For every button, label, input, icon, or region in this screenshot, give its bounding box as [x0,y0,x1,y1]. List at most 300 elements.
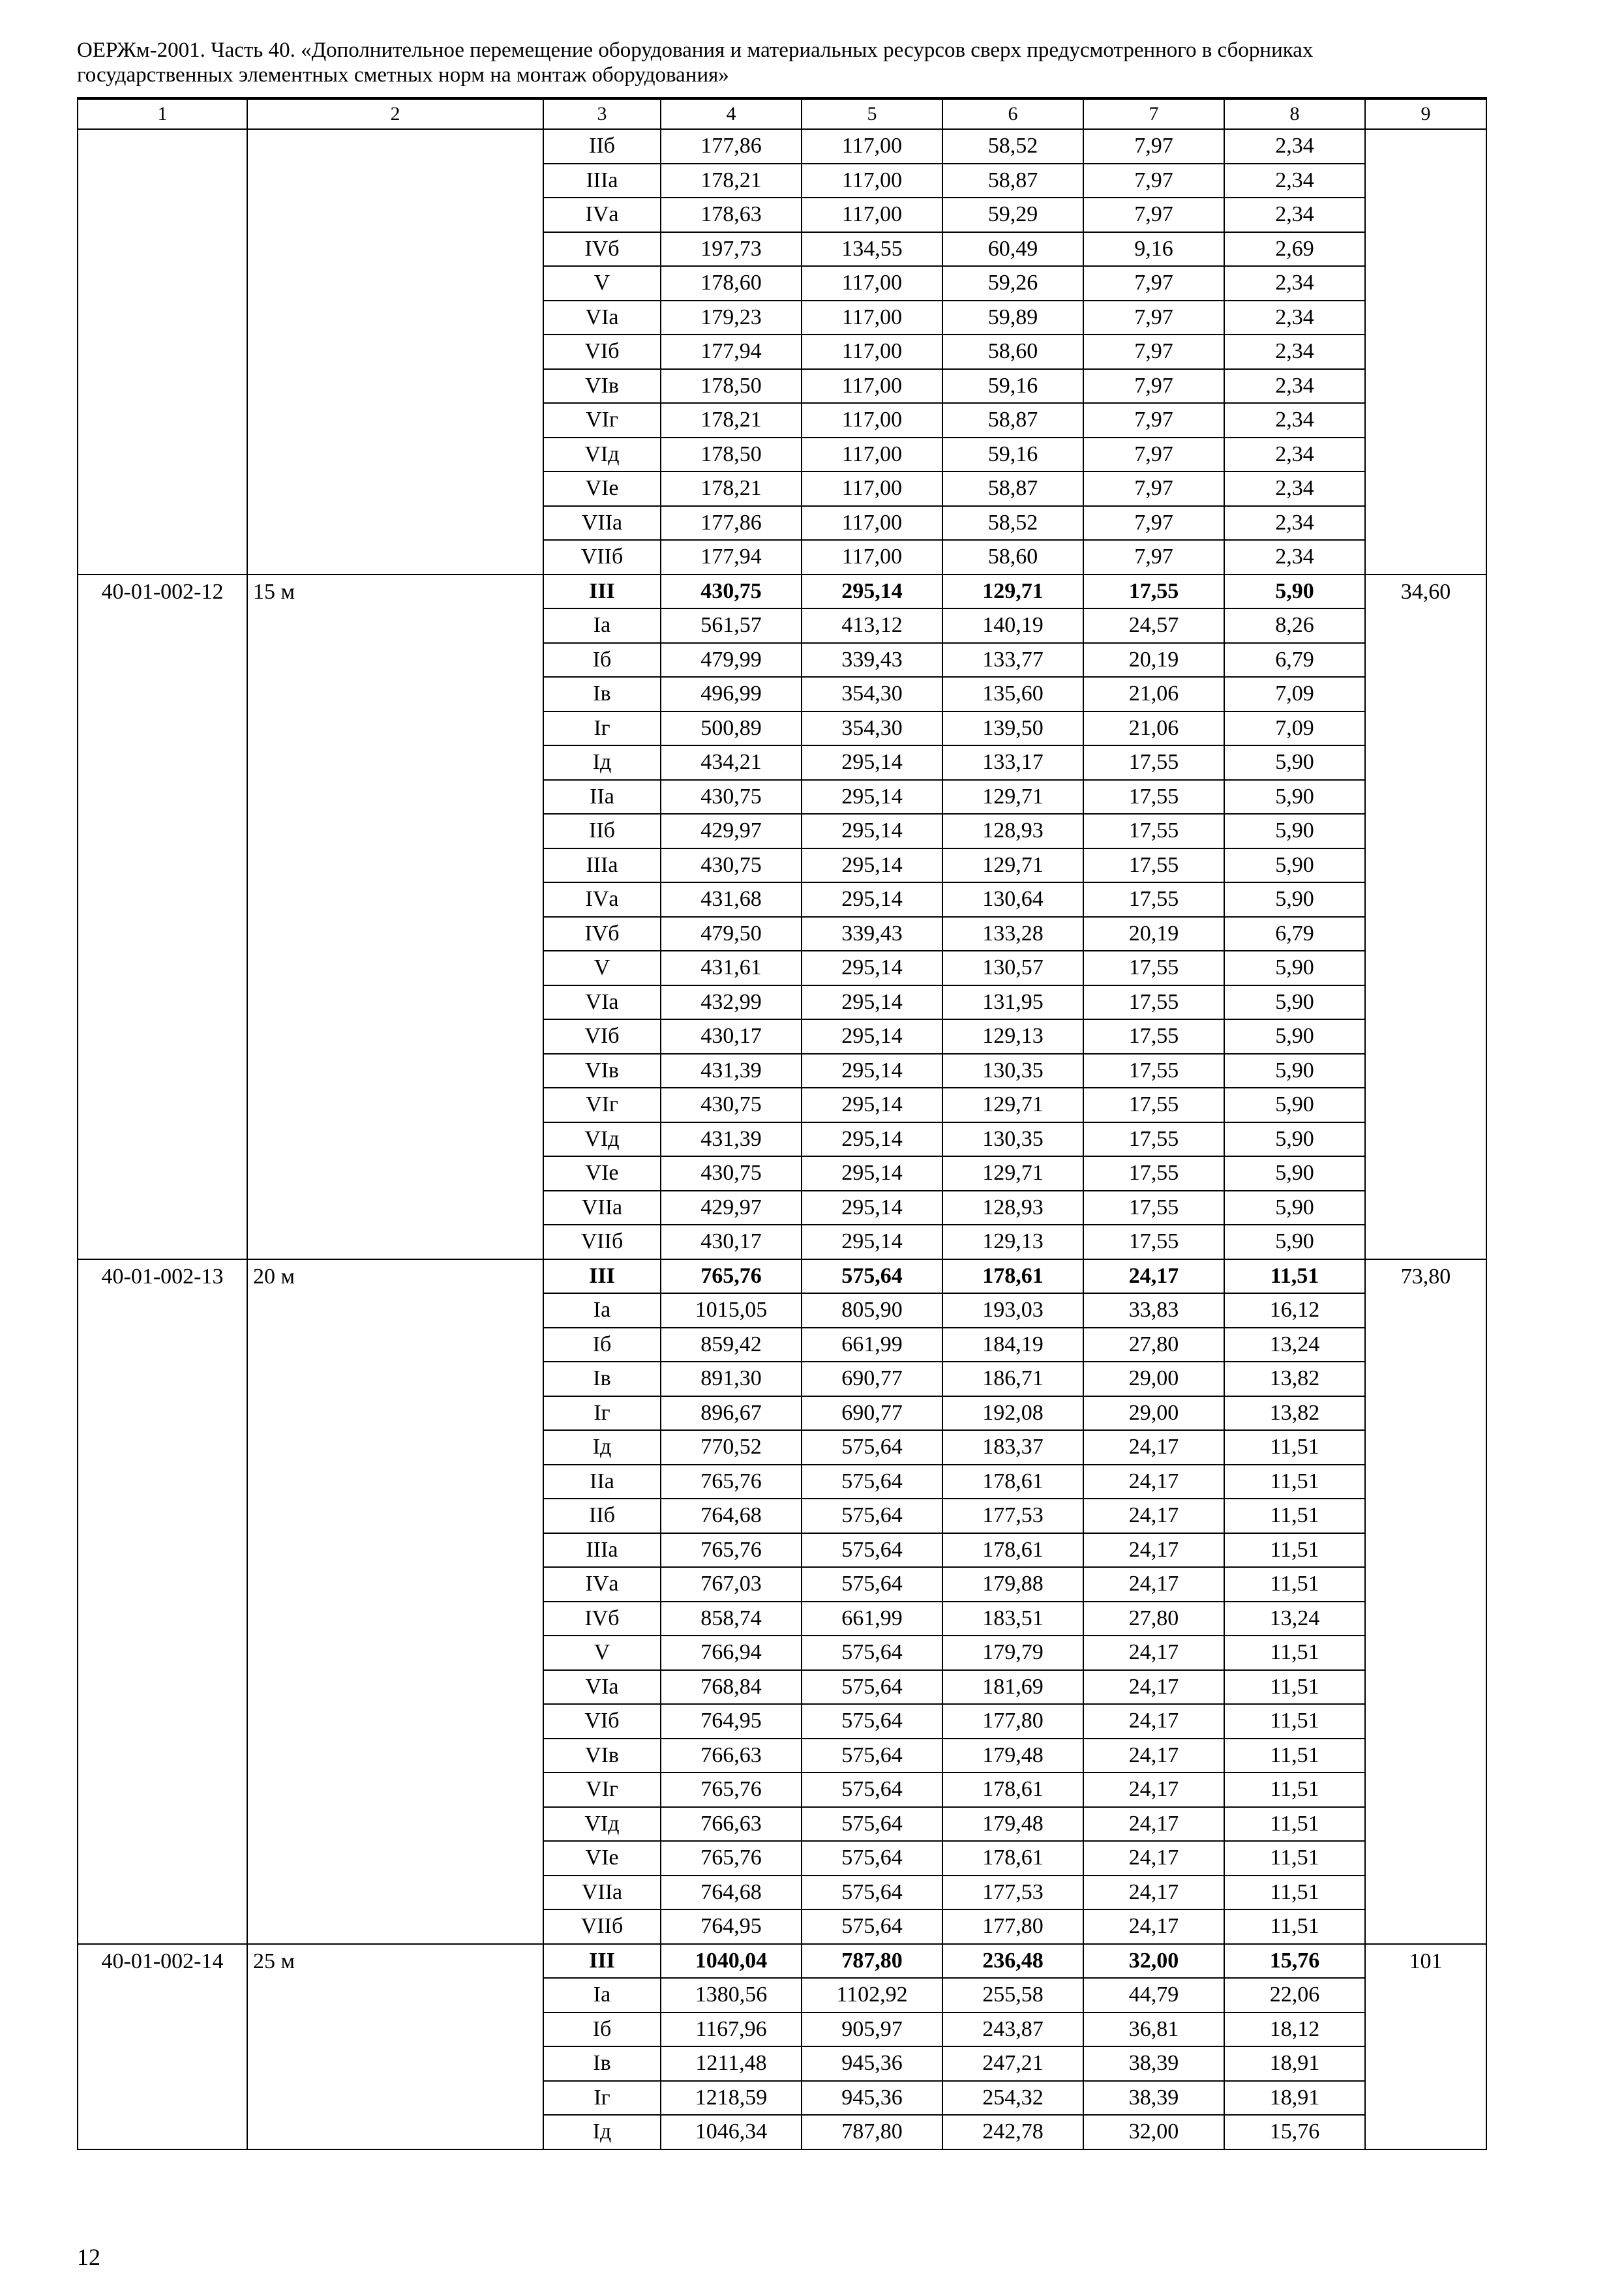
value-cell: 945,36 [802,2081,942,2116]
zone-cell: VIIб [543,540,661,575]
zone-cell: IIIа [543,164,661,198]
value-cell: 139,50 [942,711,1083,746]
norm-name-cell: 15 м [247,575,543,1259]
value-cell: 7,97 [1083,164,1224,198]
zone-cell: Iв [543,677,661,711]
value-cell: 11,51 [1224,1876,1365,1910]
value-cell: 766,63 [661,1739,802,1773]
value-cell: 177,53 [942,1499,1083,1533]
value-cell: 17,55 [1083,1019,1224,1054]
zone-cell: Iб [543,2012,661,2047]
value-cell: 177,94 [661,335,802,369]
value-cell: 431,39 [661,1122,802,1157]
value-cell: 24,17 [1083,1465,1224,1499]
value-cell: 130,35 [942,1054,1083,1088]
value-cell: 58,60 [942,335,1083,369]
column-number: 3 [543,98,661,129]
zone-cell: VIб [543,1704,661,1739]
value-cell: 177,80 [942,1704,1083,1739]
value-cell: 766,94 [661,1636,802,1670]
value-cell: 24,17 [1083,1773,1224,1807]
zone-cell: Iг [543,1396,661,1431]
value-cell: 1218,59 [661,2081,802,2116]
zone-cell: V [543,266,661,301]
value-cell: 24,17 [1083,1567,1224,1602]
value-cell: 117,00 [802,438,942,472]
column-number: 1 [78,98,247,129]
value-cell: 179,23 [661,301,802,335]
value-cell: 242,78 [942,2115,1083,2149]
value-cell: 7,97 [1083,369,1224,404]
value-cell: 243,87 [942,2012,1083,2047]
value-cell: 24,17 [1083,1841,1224,1876]
value-cell: 2,34 [1224,335,1365,369]
norm-name-cell: 25 м [247,1944,543,2149]
value-cell: 2,34 [1224,506,1365,541]
value-cell: 13,82 [1224,1362,1365,1396]
value-cell: 59,16 [942,438,1083,472]
value-cell: 24,17 [1083,1499,1224,1533]
value-cell: 36,81 [1083,2012,1224,2047]
value-cell: 787,80 [802,2115,942,2149]
value-cell: 765,76 [661,1259,802,1294]
value-cell: 496,99 [661,677,802,711]
value-cell: 7,97 [1083,266,1224,301]
value-cell: 765,76 [661,1773,802,1807]
table-row [78,575,1486,609]
norm-name-cell [247,129,543,575]
value-cell: 5,90 [1224,1088,1365,1122]
value-cell: 7,97 [1083,471,1224,506]
value-cell: 179,48 [942,1739,1083,1773]
value-cell: 295,14 [802,951,942,985]
value-cell: 6,79 [1224,917,1365,951]
value-cell: 16,12 [1224,1293,1365,1328]
value-cell: 768,84 [661,1670,802,1705]
value-cell: 5,90 [1224,848,1365,883]
value-cell: 295,14 [802,780,942,815]
value-cell: 117,00 [802,198,942,232]
column-number-row [78,98,1486,129]
value-cell: 193,03 [942,1293,1083,1328]
value-cell: 179,88 [942,1567,1083,1602]
column9-cell: 101 [1365,1944,1486,2149]
zone-cell: VIIа [543,1876,661,1910]
value-cell: 18,91 [1224,2081,1365,2116]
value-cell: 7,09 [1224,711,1365,746]
value-cell: 905,97 [802,2012,942,2047]
value-cell: 117,00 [802,335,942,369]
value-cell: 432,99 [661,985,802,1020]
zone-cell: IIа [543,1465,661,1499]
value-cell: 17,55 [1083,882,1224,917]
zone-cell: VIв [543,1054,661,1088]
value-cell: 17,55 [1083,951,1224,985]
value-cell: 133,17 [942,745,1083,780]
value-cell: 7,97 [1083,403,1224,438]
value-cell: 129,71 [942,780,1083,815]
value-cell: 11,51 [1224,1430,1365,1465]
value-cell: 58,52 [942,506,1083,541]
value-cell: 11,51 [1224,1259,1365,1294]
zone-cell: Iа [543,1293,661,1328]
zone-cell: VIв [543,369,661,404]
value-cell: 575,64 [802,1807,942,1842]
value-cell: 15,76 [1224,2115,1365,2149]
value-cell: 295,14 [802,745,942,780]
value-cell: 17,55 [1083,780,1224,815]
value-cell: 430,75 [661,780,802,815]
value-cell: 183,51 [942,1602,1083,1636]
value-cell: 575,64 [802,1259,942,1294]
value-cell: 24,17 [1083,1533,1224,1568]
value-cell: 431,39 [661,1054,802,1088]
value-cell: 11,51 [1224,1739,1365,1773]
value-cell: 11,51 [1224,1533,1365,1568]
zone-cell: IVа [543,1567,661,1602]
value-cell: 24,17 [1083,1636,1224,1670]
value-cell: 858,74 [661,1602,802,1636]
value-cell: 5,90 [1224,985,1365,1020]
value-cell: 575,64 [802,1499,942,1533]
value-cell: 429,97 [661,1191,802,1225]
column-number: 9 [1365,98,1486,129]
zone-cell: Iв [543,1362,661,1396]
value-cell: 178,21 [661,164,802,198]
value-cell: 764,68 [661,1499,802,1533]
value-cell: 766,63 [661,1807,802,1842]
value-cell: 13,82 [1224,1396,1365,1431]
zone-cell: Iг [543,2081,661,2116]
value-cell: 575,64 [802,1704,942,1739]
value-cell: 58,87 [942,471,1083,506]
value-cell: 2,34 [1224,129,1365,164]
zone-cell: Iд [543,745,661,780]
value-cell: 117,00 [802,266,942,301]
value-cell: 17,55 [1083,985,1224,1020]
value-cell: 11,51 [1224,1807,1365,1842]
zone-cell: IVб [543,1602,661,1636]
value-cell: 177,86 [661,129,802,164]
table-row [78,1259,1486,1294]
value-cell: 5,90 [1224,745,1365,780]
zone-cell: VIе [543,471,661,506]
page-number: 12 [77,2244,100,2270]
value-cell: 767,03 [661,1567,802,1602]
value-cell: 5,90 [1224,1191,1365,1225]
value-cell: 339,43 [802,643,942,678]
value-cell: 117,00 [802,506,942,541]
zone-cell: Iд [543,2115,661,2149]
rates-table-body [78,98,1486,2149]
value-cell: 7,97 [1083,540,1224,575]
value-cell: 178,50 [661,438,802,472]
value-cell: 179,79 [942,1636,1083,1670]
zone-cell: IVб [543,917,661,951]
norm-code-cell: 40-01-002-13 [78,1259,247,1944]
column-number: 8 [1224,98,1365,129]
value-cell: 129,13 [942,1019,1083,1054]
value-cell: 11,51 [1224,1841,1365,1876]
value-cell: 429,97 [661,814,802,848]
value-cell: 765,76 [661,1465,802,1499]
value-cell: 178,50 [661,369,802,404]
value-cell: 236,48 [942,1944,1083,1979]
value-cell: 11,51 [1224,1636,1365,1670]
zone-cell: Iв [543,2046,661,2081]
value-cell: 11,51 [1224,1773,1365,1807]
value-cell: 575,64 [802,1430,942,1465]
zone-cell: IIб [543,1499,661,1533]
zone-cell: III [543,575,661,609]
value-cell: 764,95 [661,1704,802,1739]
value-cell: 117,00 [802,403,942,438]
zone-cell: VIа [543,301,661,335]
value-cell: 134,55 [802,232,942,267]
zone-cell: IIб [543,814,661,848]
page-header [77,38,1479,87]
norm-code-cell: 40-01-002-14 [78,1944,247,2149]
value-cell: 9,16 [1083,232,1224,267]
zone-cell: IIIа [543,848,661,883]
value-cell: 787,80 [802,1944,942,1979]
value-cell: 17,55 [1083,1088,1224,1122]
value-cell: 764,68 [661,1876,802,1910]
zone-cell: IIIа [543,1533,661,1568]
value-cell: 431,68 [661,882,802,917]
value-cell: 2,34 [1224,198,1365,232]
value-cell: 339,43 [802,917,942,951]
value-cell: 661,99 [802,1328,942,1362]
value-cell: 8,26 [1224,608,1365,643]
zone-cell: IIб [543,129,661,164]
zone-cell: VIд [543,438,661,472]
value-cell: 7,97 [1083,129,1224,164]
value-cell: 5,90 [1224,1019,1365,1054]
value-cell: 140,19 [942,608,1083,643]
value-cell: 1102,92 [802,1978,942,2012]
value-cell: 295,14 [802,1088,942,1122]
value-cell: 765,76 [661,1841,802,1876]
value-cell: 6,79 [1224,643,1365,678]
value-cell: 5,90 [1224,814,1365,848]
value-cell: 117,00 [802,164,942,198]
zone-cell: IVб [543,232,661,267]
value-cell: 17,55 [1083,848,1224,883]
value-cell: 295,14 [802,575,942,609]
value-cell: 24,17 [1083,1259,1224,1294]
value-cell: 5,90 [1224,1156,1365,1191]
value-cell: 38,39 [1083,2046,1224,2081]
zone-cell: VIIб [543,1225,661,1259]
value-cell: 479,99 [661,643,802,678]
value-cell: 129,71 [942,1156,1083,1191]
value-cell: 117,00 [802,301,942,335]
value-cell: 661,99 [802,1602,942,1636]
value-cell: 575,64 [802,1465,942,1499]
value-cell: 177,86 [661,506,802,541]
table-row [78,1944,1486,1979]
value-cell: 690,77 [802,1362,942,1396]
value-cell: 128,93 [942,814,1083,848]
value-cell: 2,69 [1224,232,1365,267]
value-cell: 32,00 [1083,2115,1224,2149]
value-cell: 181,69 [942,1670,1083,1705]
value-cell: 11,51 [1224,1670,1365,1705]
value-cell: 60,49 [942,232,1083,267]
value-cell: 178,61 [942,1259,1083,1294]
value-cell: 17,55 [1083,1191,1224,1225]
value-cell: 2,34 [1224,403,1365,438]
value-cell: 129,71 [942,848,1083,883]
value-cell: 178,61 [942,1533,1083,1568]
value-cell: 32,00 [1083,1944,1224,1979]
value-cell: 1380,56 [661,1978,802,2012]
value-cell: 192,08 [942,1396,1083,1431]
value-cell: 561,57 [661,608,802,643]
value-cell: 2,34 [1224,471,1365,506]
value-cell: 24,17 [1083,1909,1224,1944]
value-cell: 690,77 [802,1396,942,1431]
value-cell: 129,13 [942,1225,1083,1259]
value-cell: 17,55 [1083,814,1224,848]
value-cell: 575,64 [802,1533,942,1568]
value-cell: 295,14 [802,1156,942,1191]
value-cell: 479,50 [661,917,802,951]
value-cell: 2,34 [1224,438,1365,472]
zone-cell: Iа [543,1978,661,2012]
zone-cell: VIб [543,335,661,369]
value-cell: 20,19 [1083,643,1224,678]
value-cell: 27,80 [1083,1328,1224,1362]
value-cell: 254,32 [942,2081,1083,2116]
value-cell: 1167,96 [661,2012,802,2047]
value-cell: 295,14 [802,814,942,848]
value-cell: 178,61 [942,1841,1083,1876]
value-cell: 295,14 [802,1122,942,1157]
zone-cell: Iб [543,643,661,678]
zone-cell: Iд [543,1430,661,1465]
value-cell: 295,14 [802,1191,942,1225]
value-cell: 117,00 [802,129,942,164]
zone-cell: VIг [543,1088,661,1122]
value-cell: 11,51 [1224,1465,1365,1499]
column-number: 2 [247,98,543,129]
value-cell: 295,14 [802,1054,942,1088]
value-cell: 5,90 [1224,780,1365,815]
value-cell: 2,34 [1224,164,1365,198]
column-number: 4 [661,98,802,129]
value-cell: 59,29 [942,198,1083,232]
value-cell: 58,87 [942,403,1083,438]
column-number: 7 [1083,98,1224,129]
value-cell: 430,75 [661,848,802,883]
value-cell: 1211,48 [661,2046,802,2081]
value-cell: 430,75 [661,575,802,609]
zone-cell: IIа [543,780,661,815]
value-cell: 17,55 [1083,1054,1224,1088]
zone-cell: III [543,1944,661,1979]
value-cell: 24,17 [1083,1670,1224,1705]
value-cell: 179,48 [942,1807,1083,1842]
value-cell: 178,61 [942,1465,1083,1499]
value-cell: 29,00 [1083,1396,1224,1431]
value-cell: 117,00 [802,471,942,506]
value-cell: 11,51 [1224,1567,1365,1602]
value-cell: 5,90 [1224,1054,1365,1088]
value-cell: 24,17 [1083,1739,1224,1773]
value-cell: 20,19 [1083,917,1224,951]
value-cell: 130,57 [942,951,1083,985]
value-cell: 17,55 [1083,1225,1224,1259]
value-cell: 133,28 [942,917,1083,951]
value-cell: 131,95 [942,985,1083,1020]
value-cell: 7,09 [1224,677,1365,711]
value-cell: 133,77 [942,643,1083,678]
value-cell: 247,21 [942,2046,1083,2081]
value-cell: 177,53 [942,1876,1083,1910]
value-cell: 7,97 [1083,335,1224,369]
value-cell: 765,76 [661,1533,802,1568]
header-line-1: ОЕРЖм-2001. Часть 40. «Дополнительное перемещение оборудования и материальных ресурсов сверх предусмотренного в сборниках [77,38,1314,62]
norm-code-cell: 40-01-002-12 [78,575,247,1259]
value-cell: 117,00 [802,369,942,404]
value-cell: 7,97 [1083,198,1224,232]
value-cell: 129,71 [942,575,1083,609]
value-cell: 295,14 [802,1019,942,1054]
value-cell: 5,90 [1224,1122,1365,1157]
value-cell: 21,06 [1083,711,1224,746]
norm-code-cell [78,129,247,575]
value-cell: 178,60 [661,266,802,301]
zone-cell: VIа [543,985,661,1020]
value-cell: 1040,04 [661,1944,802,1979]
value-cell: 178,21 [661,471,802,506]
zone-cell: VIе [543,1156,661,1191]
column9-cell: 73,80 [1365,1259,1486,1944]
value-cell: 24,17 [1083,1876,1224,1910]
value-cell: 5,90 [1224,575,1365,609]
column-number: 5 [802,98,942,129]
value-cell: 15,76 [1224,1944,1365,1979]
value-cell: 186,71 [942,1362,1083,1396]
header-line-2: государственных элементных сметных норм на монтаж оборудования» [77,63,729,87]
value-cell: 2,34 [1224,540,1365,575]
zone-cell: Iб [543,1328,661,1362]
value-cell: 1015,05 [661,1293,802,1328]
zone-cell: Iг [543,711,661,746]
value-cell: 896,67 [661,1396,802,1431]
value-cell: 2,34 [1224,301,1365,335]
value-cell: 434,21 [661,745,802,780]
value-cell: 17,55 [1083,575,1224,609]
value-cell: 5,90 [1224,882,1365,917]
value-cell: 178,21 [661,403,802,438]
table-row [78,129,1486,164]
value-cell: 431,61 [661,951,802,985]
value-cell: 177,80 [942,1909,1083,1944]
value-cell: 575,64 [802,1773,942,1807]
value-cell: 295,14 [802,848,942,883]
value-cell: 177,94 [661,540,802,575]
value-cell: 59,26 [942,266,1083,301]
value-cell: 58,60 [942,540,1083,575]
zone-cell: VIд [543,1807,661,1842]
value-cell: 17,55 [1083,1122,1224,1157]
value-cell: 17,55 [1083,745,1224,780]
value-cell: 135,60 [942,677,1083,711]
value-cell: 430,17 [661,1019,802,1054]
